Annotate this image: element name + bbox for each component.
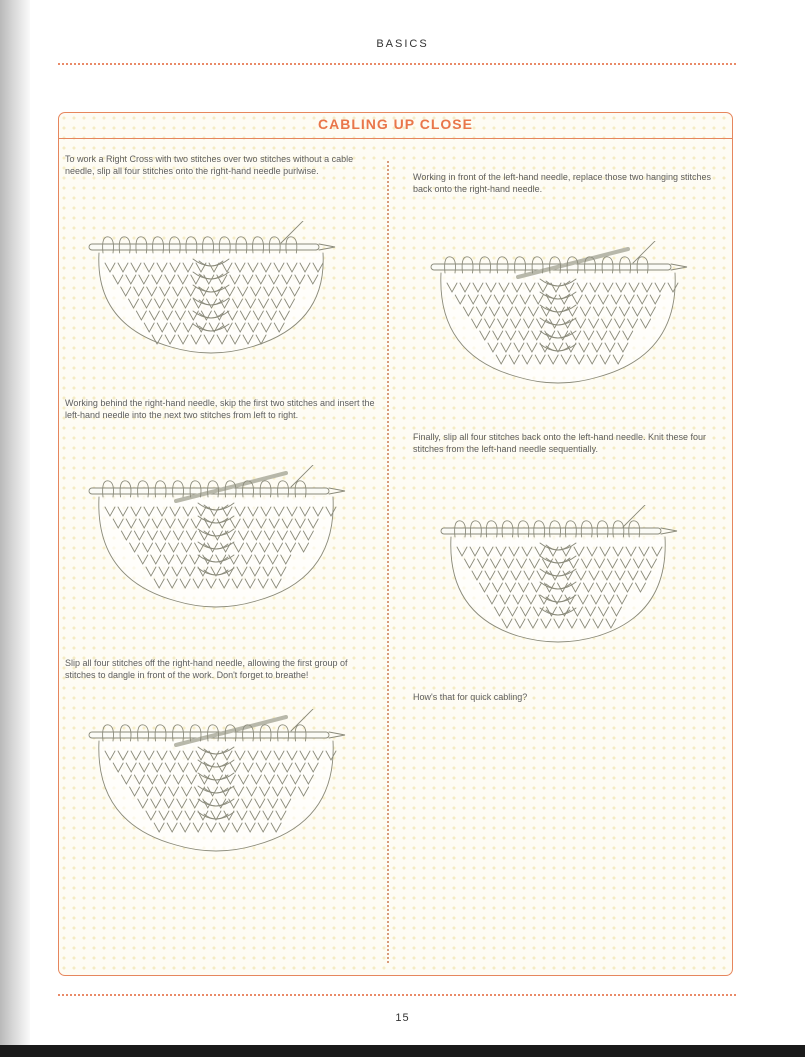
box-title: CABLING UP CLOSE — [318, 116, 473, 132]
step-3-text: Slip all four stitches off the right-hand needle, allowing the first group of stitches to dangle in front of the work. Don't forget to breathe! — [65, 658, 348, 680]
knitting-stitches-dangling-icon — [81, 709, 351, 859]
knitting-stitches-replaced-icon — [423, 241, 693, 391]
step-4-text: Working in front of the left-hand needle, replace those two hanging stitches back onto the right-hand needle. — [413, 172, 712, 194]
scan-bottom-edge — [0, 1045, 805, 1057]
cabling-sidebar-box — [58, 112, 733, 976]
top-dotted-rule — [58, 63, 736, 65]
step-2-text: Working behind the right-hand needle, skip the first two stitches and insert the left-hand needle into the next two stitches from left to right. — [65, 398, 375, 420]
step-5-text: Finally, slip all four stitches back onto the left-hand needle. Knit these four stitches from the left-hand needle sequentially. — [413, 432, 706, 454]
knitting-needle-inserted-behind-icon — [81, 465, 351, 615]
page-number: 15 — [395, 1012, 410, 1024]
title-rule — [59, 138, 732, 139]
column-divider — [387, 161, 389, 963]
step-1-text: To work a Right Cross with two stitches over two stitches without a cable needle, slip all four stitches onto the right-hand needle purlwise. — [65, 154, 354, 176]
running-head: BASICS — [376, 38, 429, 50]
closing-text: How's that for quick cabling? — [413, 692, 528, 702]
knitting-cable-complete-icon — [433, 505, 683, 650]
bottom-dotted-rule — [58, 994, 736, 996]
knitting-four-stitches-slipped-icon — [81, 221, 341, 361]
book-spine-shadow — [0, 0, 30, 1045]
